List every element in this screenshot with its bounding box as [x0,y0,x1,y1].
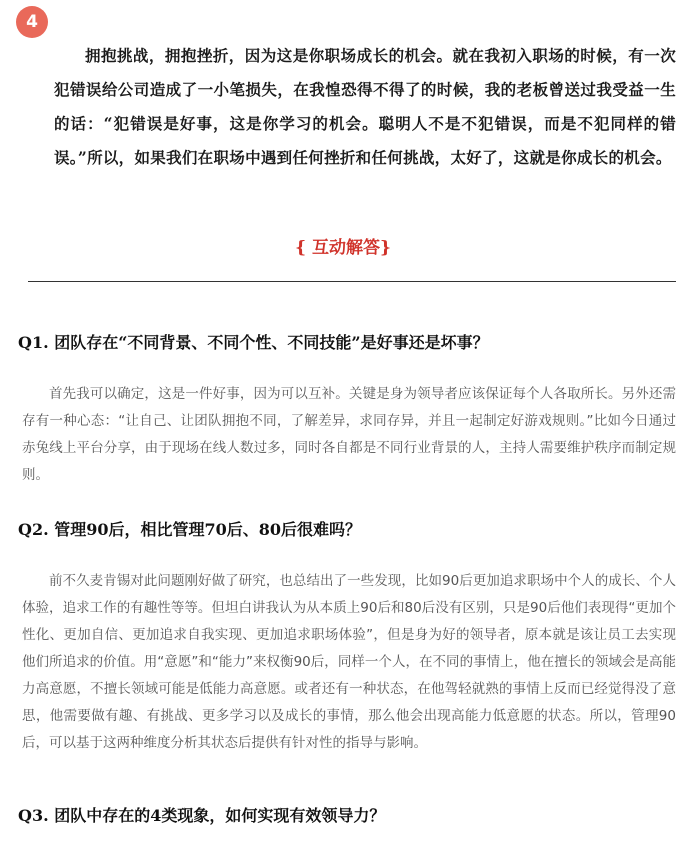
question-1: Q1. 团队存在“不同背景、不同个性、不同技能”是好事还是坏事？ [18,333,489,352]
question-2: Q2. 管理90后，相比管理70后、80后很难吗？ [18,520,362,539]
section-number-badge: 4 [16,6,48,38]
interactive-answers-heading: { 互动解答} [295,238,391,258]
question-3: Q3. 团队中存在的4类现象，如何实现有效领导力？ [18,806,386,825]
answer-1: 首先我可以确定，这是一件好事，因为可以互补。关键是身为领导者应该保证每个人各取所长。另外还需存有一种心态：“让自己、让团队拥抱不同，了解差异，求同存异，并且一起制定好游戏规则。”比如今日通过赤兔线上平台分享，由于现场在线人数过多，同时各自都是不同行业背景的人，主持人需要维护秩序而制定规则。 [22,386,676,483]
answer-2: 前不久麦肯锡对此问题刚好做了研究，也总结出了一些发现，比如90后更加追求职场中个人的成长、个人体验，追求工作的有趣性等等。但坦白讲我认为从本质上90后和80后没有区别，只是90后他们表现得“更加个性化、更加自信、更加追求自我实现、更加追求职场体验”，但是身为好的领导者，原本就是该让员工去实现他们所追求的价值。用“意愿”和“能力”来权衡90后，同样一个人，在不同的事情上，他在擅长的领域会是高能力高意愿，不擅长领域可能是低能力高意愿。或者还有一种状态，在他驾轻就熟的事情上反而已经觉得没了意思，他需要做有趣、有挑战、更多学习以及成长的事情，那么他会出现高能力低意愿的状态。所以，管理90后，可以基于这两种维度分析其状态后提供有针对性的指导与影响。 [22,573,676,751]
section-divider [28,281,676,282]
intro-paragraph: 拥抱挑战，拥抱挫折，因为这是你职场成长的机会。就在我初入职场的时候，有一次犯错误给公司造成了一小笔损失，在我惶恐得不得了的时候，我的老板曾送过我受益一生的话：“犯错误是好事，这是你学习的机会。聪明人不是不犯错误，而是不犯同样的错误。”所以，如果我们在职场中遇到任何挫折和任何挑战，太好了，这就是你成长的机会。 [54,46,676,167]
